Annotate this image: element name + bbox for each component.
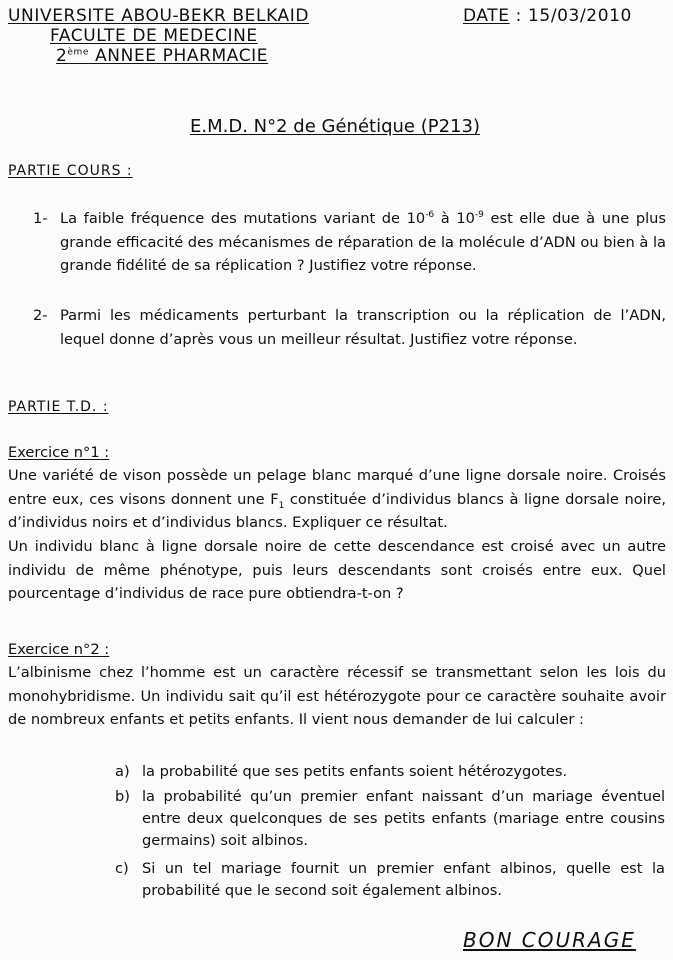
exercise-2-heading: Exercice n°2 : — [8, 641, 110, 658]
header-block — [8, 6, 309, 66]
partie-td-heading: PARTIE T.D. : — [8, 399, 109, 415]
list-item-label: c) — [115, 860, 129, 877]
question-2-number: 2- — [33, 307, 48, 324]
faculty-name: FACULTE DE MEDECINE — [50, 26, 258, 46]
question-1-text: La faible fréquence des mutations variant de $10^{-6}$ à $10^{-9}$ est elle due à une plus grande efficacité des mécanismes de réparation de la molécule d’ADN ou bien à la grande fidélité de sa réplication ? Justifiez votre réponse. — [60, 210, 666, 275]
list-item-label: a) — [115, 763, 130, 780]
list-item-text: la probabilité que ses petits enfants soient hétérozygotes. — [142, 763, 568, 780]
question-1-number: 1- — [33, 210, 48, 227]
exercise-1-paragraph-1: Une variété de vison possède un pelage blanc marqué d’une ligne dorsale noire. Croisés entre eux, ces visons donnent une $F_1$ constituée d’individus blancs à ligne dorsale noire, d’individus noirs et d’individus blancs. Expliquer ce résultat. — [8, 467, 666, 532]
date-value: 15/03/2010 — [527, 6, 632, 26]
year-line: 2ème ANNEE PHARMACIE — [56, 46, 269, 66]
list-item-text: la probabilité qu’un premier enfant naissant d’un mariage éventuel entre deux quelconques de ses petits enfants (mariage entre cousins germains) soit albinos. — [142, 788, 665, 849]
partie-cours-heading: PARTIE COURS : — [8, 163, 133, 179]
university-name: UNIVERSITE ABOU-BEKR BELKAID — [8, 6, 310, 26]
exercise-2-intro: L’albinisme chez l’homme est un caractère récessif se transmettant selon les lois du monohybridisme. Un individu sait qu’il est hétérozygote pour ce caractère souhaite avoir de nombreux enfants et petits enfants. Il vient nous demander de lui calculer : — [8, 664, 666, 729]
exercise-1-heading: Exercice n°1 : — [8, 444, 110, 461]
closing-text: BON COURAGE — [463, 928, 636, 952]
exam-title: E.M.D. N°2 de Génétique (P213) — [190, 116, 480, 137]
question-2-text: Parmi les médicaments perturbant la transcription ou la réplication de l’ADN, lequel donne d’après vous un meilleur résultat. Justifiez votre réponse. — [60, 307, 666, 348]
date-line: DATE : 15/03/2010 — [463, 6, 632, 26]
list-item-label: b) — [115, 788, 130, 805]
list-item-text: Si un tel mariage fournit un premier enfant albinos, quelle est la probabilité que le second soit également albinos. — [142, 860, 665, 899]
exercise-1-paragraph-2: Un individu blanc à ligne dorsale noire de cette descendance est croisé avec un autre individu de même phénotype, puis leurs descendants sont croisés entre eux. Quel pourcentage d’individus de race pure obtiendra-t-on ? — [8, 538, 666, 603]
date-label: DATE — [463, 6, 510, 26]
